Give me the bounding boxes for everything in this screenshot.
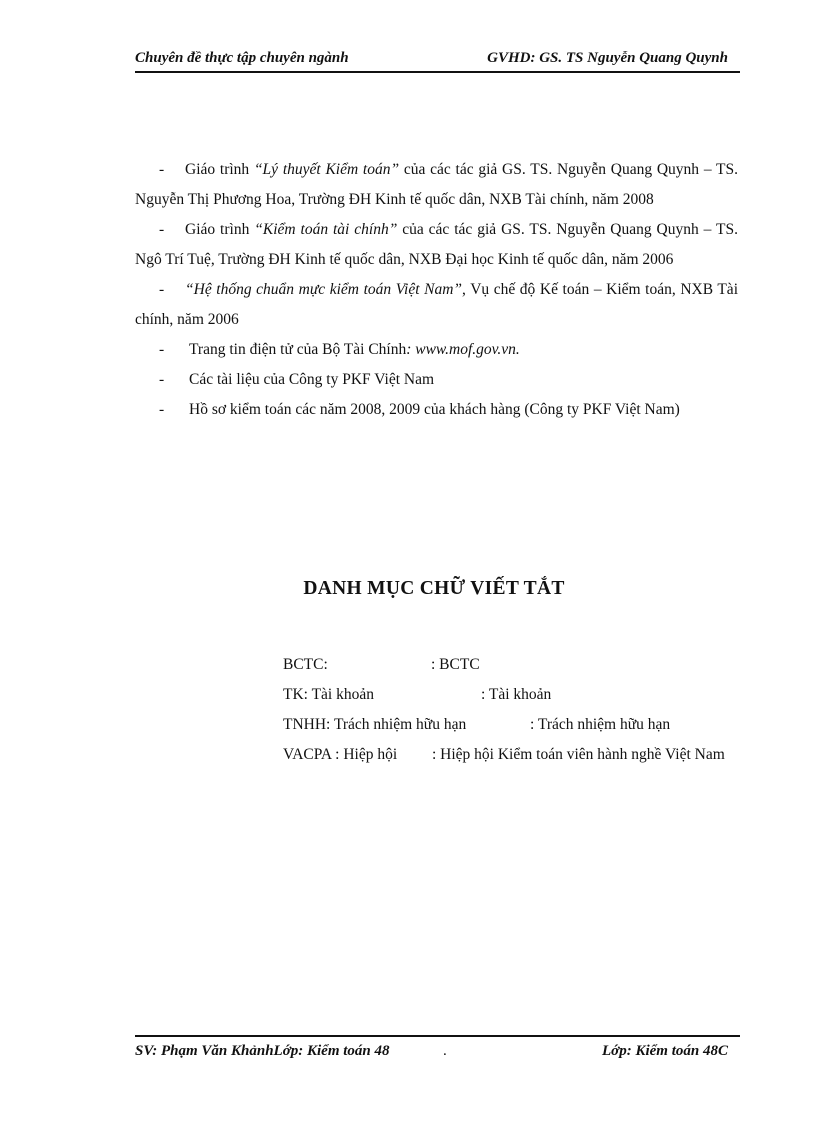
- abbreviations-title: DANH MỤC CHỮ VIẾT TẮT: [303, 578, 565, 599]
- abbreviation-row: [283, 710, 738, 740]
- abbreviation-term: VACPA : Hiệp hội: [283, 746, 398, 763]
- page-footer: [135, 1035, 740, 1060]
- footer-class: Lớp: Kiểm toán 48C: [602, 1043, 728, 1059]
- abbreviation-row: [283, 650, 738, 680]
- header-supervisor: GVHD: GS. TS Nguyễn Quang Quynh: [487, 50, 728, 66]
- reference-item: - Các tài liệu của Công ty PKF Việt Nam: [159, 371, 435, 388]
- reference-item: - “Hệ thống chuẩn mực kiểm toán Việt Nam”, Vụ chế độ Kế toán – Kiểm toán, NXB Tài chính, năm 2006: [135, 281, 738, 328]
- reference-item: - Giáo trình “Lý thuyết Kiểm toán” của các tác giả GS. TS. Nguyễn Quang Quynh – TS. Nguyễn Thị Phương Hoa, Trường ĐH Kinh tế quốc dân, NXB Tài chính, năm 2008: [135, 161, 739, 208]
- abbreviation-row: [283, 740, 738, 800]
- abbreviation-definition: : BCTC: [431, 656, 480, 673]
- abbreviation-term: TK: Tài khoản: [283, 686, 374, 703]
- reference-item: - Giáo trình “Kiểm toán tài chính” của các tác giả GS. TS. Nguyễn Quang Quynh – TS. Ngô Trí Tuệ, Trường ĐH Kinh tế quốc dân, NXB Đại học Kinh tế quốc dân, năm 2006: [135, 221, 738, 268]
- footer-student: SV: Phạm Văn KhảnhLớp: Kiểm toán 48: [135, 1043, 390, 1059]
- footer-dot: .: [443, 1043, 447, 1059]
- abbreviation-definition: : Trách nhiệm hữu hạn: [530, 716, 671, 733]
- reference-item: - Trang tin điện tử của Bộ Tài Chính: www.mof.gov.vn.: [159, 341, 520, 358]
- abbreviation-definition: : Tài khoản: [481, 686, 552, 703]
- abbreviation-term: BCTC:: [283, 656, 328, 673]
- reference-item: - Hồ sơ kiểm toán các năm 2008, 2009 của khách hàng (Công ty PKF Việt Nam): [159, 401, 680, 418]
- reference-list: [135, 155, 738, 425]
- abbreviation-table: [283, 650, 738, 800]
- page-header: [135, 50, 740, 73]
- abbreviation-definition: : Hiệp hội Kiểm toán viên hành nghề Việt Nam: [432, 746, 725, 763]
- header-course-title: Chuyên đề thực tập chuyên ngành: [135, 50, 349, 66]
- abbreviation-term: TNHH: Trách nhiệm hữu hạn: [283, 716, 467, 733]
- abbreviation-row: [283, 680, 738, 710]
